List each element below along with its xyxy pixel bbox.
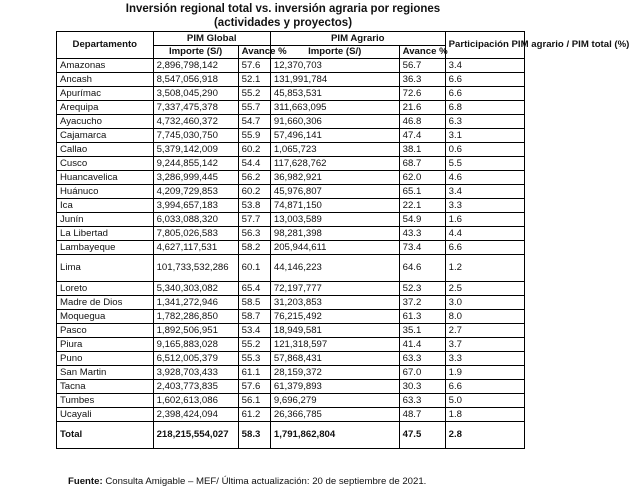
global-avance-cell: 55.2 bbox=[238, 338, 270, 352]
agrario-avance-cell: 63.3 bbox=[399, 352, 445, 366]
table-row bbox=[57, 255, 525, 282]
agrario-importe-cell: 1,065,723 bbox=[270, 143, 399, 157]
agrario-importe-cell: 12,370,703 bbox=[270, 59, 399, 73]
table-row bbox=[57, 115, 525, 129]
participacion-cell: 3.3 bbox=[445, 352, 524, 366]
global-avance-cell: 58.2 bbox=[238, 241, 270, 255]
department-cell: Tacna bbox=[57, 380, 154, 394]
global-importe-cell: 2,896,798,142 bbox=[153, 59, 238, 73]
header-departamento: Departamento bbox=[57, 32, 154, 59]
agrario-importe-cell: 117,628,762 bbox=[270, 157, 399, 171]
global-avance-cell: 55.2 bbox=[238, 87, 270, 101]
participacion-cell: 6.6 bbox=[445, 73, 524, 87]
department-cell: Cusco bbox=[57, 157, 154, 171]
agrario-avance-cell: 73.4 bbox=[399, 241, 445, 255]
agrario-avance-cell: 56.7 bbox=[399, 59, 445, 73]
table-row bbox=[57, 87, 525, 101]
agrario-avance-cell: 30.3 bbox=[399, 380, 445, 394]
total-global-importe: 218,215,554,027 bbox=[153, 422, 238, 449]
table-row bbox=[57, 310, 525, 324]
participacion-cell: 4.4 bbox=[445, 227, 524, 241]
participacion-cell: 6.8 bbox=[445, 101, 524, 115]
participacion-cell: 3.3 bbox=[445, 199, 524, 213]
agrario-importe-cell: 57,868,431 bbox=[270, 352, 399, 366]
agrario-avance-cell: 21.6 bbox=[399, 101, 445, 115]
investment-table bbox=[56, 31, 629, 449]
global-importe-cell: 101,733,532,286 bbox=[153, 255, 238, 282]
agrario-avance-cell: 61.3 bbox=[399, 310, 445, 324]
participacion-cell: 1.9 bbox=[445, 366, 524, 380]
department-cell: Madre de Dios bbox=[57, 296, 154, 310]
agrario-importe-cell: 44,146,223 bbox=[270, 255, 399, 282]
header-participacion: Participación PIM agrario / PIM total (%) bbox=[445, 32, 524, 59]
header-importe-agrario: Importe (S/) bbox=[270, 46, 399, 59]
global-avance-cell: 55.3 bbox=[238, 352, 270, 366]
agrario-importe-cell: 131,991,784 bbox=[270, 73, 399, 87]
header-pim-agrario: PIM Agrario bbox=[270, 32, 445, 46]
agrario-importe-cell: 91,660,306 bbox=[270, 115, 399, 129]
participacion-cell: 3.1 bbox=[445, 129, 524, 143]
global-importe-cell: 3,508,045,290 bbox=[153, 87, 238, 101]
department-cell: Ucayali bbox=[57, 408, 154, 422]
table-row bbox=[57, 366, 525, 380]
participacion-cell: 6.6 bbox=[445, 380, 524, 394]
header-avance-agrario: Avance % bbox=[399, 46, 445, 59]
agrario-avance-cell: 48.7 bbox=[399, 408, 445, 422]
table-row bbox=[57, 352, 525, 366]
agrario-avance-cell: 22.1 bbox=[399, 199, 445, 213]
total-participacion: 2.8 bbox=[445, 422, 524, 449]
header-avance-global: Avance % bbox=[238, 46, 270, 59]
title-line-2: (actividades y proyectos) bbox=[213, 17, 353, 29]
agrario-importe-cell: 74,871,150 bbox=[270, 199, 399, 213]
global-avance-cell: 60.2 bbox=[238, 143, 270, 157]
total-agrario-importe: 1,791,862,804 bbox=[270, 422, 399, 449]
department-cell: Amazonas bbox=[57, 59, 154, 73]
department-cell: Lima bbox=[57, 255, 154, 282]
global-importe-cell: 1,602,613,086 bbox=[153, 394, 238, 408]
table-row bbox=[57, 101, 525, 115]
total-agrario-avance: 47.5 bbox=[399, 422, 445, 449]
department-cell: Loreto bbox=[57, 282, 154, 296]
global-importe-cell: 3,286,999,445 bbox=[153, 171, 238, 185]
table-row bbox=[57, 199, 525, 213]
global-avance-cell: 57.7 bbox=[238, 213, 270, 227]
table-row bbox=[57, 296, 525, 310]
agrario-avance-cell: 63.3 bbox=[399, 394, 445, 408]
global-avance-cell: 57.6 bbox=[238, 59, 270, 73]
participacion-cell: 8.0 bbox=[445, 310, 524, 324]
global-importe-cell: 4,209,729,853 bbox=[153, 185, 238, 199]
agrario-avance-cell: 47.4 bbox=[399, 129, 445, 143]
agrario-importe-cell: 205,944,611 bbox=[270, 241, 399, 255]
global-importe-cell: 9,244,855,142 bbox=[153, 157, 238, 171]
agrario-avance-cell: 54.9 bbox=[399, 213, 445, 227]
department-cell: La Libertad bbox=[57, 227, 154, 241]
global-importe-cell: 1,782,286,850 bbox=[153, 310, 238, 324]
global-importe-cell: 6,033,088,320 bbox=[153, 213, 238, 227]
department-cell: Cajamarca bbox=[57, 129, 154, 143]
global-importe-cell: 1,892,506,951 bbox=[153, 324, 238, 338]
table-row bbox=[57, 171, 525, 185]
participacion-cell: 0.6 bbox=[445, 143, 524, 157]
agrario-importe-cell: 45,976,807 bbox=[270, 185, 399, 199]
participacion-cell: 3.4 bbox=[445, 59, 524, 73]
department-cell: Ancash bbox=[57, 73, 154, 87]
global-avance-cell: 53.8 bbox=[238, 199, 270, 213]
table-row bbox=[57, 157, 525, 171]
table-row bbox=[57, 408, 525, 422]
global-avance-cell: 52.1 bbox=[238, 73, 270, 87]
agrario-importe-cell: 61,379,893 bbox=[270, 380, 399, 394]
agrario-importe-cell: 31,203,853 bbox=[270, 296, 399, 310]
global-importe-cell: 5,379,142,009 bbox=[153, 143, 238, 157]
participacion-cell: 2.5 bbox=[445, 282, 524, 296]
participacion-cell: 3.0 bbox=[445, 296, 524, 310]
agrario-avance-cell: 65.1 bbox=[399, 185, 445, 199]
total-global-avance: 58.3 bbox=[238, 422, 270, 449]
global-importe-cell: 2,398,424,094 bbox=[153, 408, 238, 422]
agrario-importe-cell: 36,982,921 bbox=[270, 171, 399, 185]
agrario-avance-cell: 41.4 bbox=[399, 338, 445, 352]
department-cell: Tumbes bbox=[57, 394, 154, 408]
participacion-cell: 6.6 bbox=[445, 87, 524, 101]
global-avance-cell: 55.7 bbox=[238, 101, 270, 115]
table-row bbox=[57, 241, 525, 255]
global-avance-cell: 58.5 bbox=[238, 296, 270, 310]
agrario-importe-cell: 18,949,581 bbox=[270, 324, 399, 338]
total-label: Total bbox=[57, 422, 154, 449]
participacion-cell: 6.6 bbox=[445, 241, 524, 255]
table-row bbox=[57, 380, 525, 394]
agrario-avance-cell: 36.3 bbox=[399, 73, 445, 87]
header-pim-global: PIM Global bbox=[153, 32, 270, 46]
global-importe-cell: 1,341,272,946 bbox=[153, 296, 238, 310]
department-cell: Moquegua bbox=[57, 310, 154, 324]
global-avance-cell: 65.4 bbox=[238, 282, 270, 296]
department-cell: Arequipa bbox=[57, 101, 154, 115]
agrario-importe-cell: 76,215,492 bbox=[270, 310, 399, 324]
agrario-avance-cell: 52.3 bbox=[399, 282, 445, 296]
agrario-importe-cell: 98,281,398 bbox=[270, 227, 399, 241]
table-body bbox=[57, 59, 525, 422]
global-importe-cell: 6,512,005,379 bbox=[153, 352, 238, 366]
total-row bbox=[57, 422, 525, 449]
global-importe-cell: 2,403,773,835 bbox=[153, 380, 238, 394]
global-importe-cell: 3,928,703,433 bbox=[153, 366, 238, 380]
table-row bbox=[57, 394, 525, 408]
department-cell: Ica bbox=[57, 199, 154, 213]
participacion-cell: 6.3 bbox=[445, 115, 524, 129]
document-title bbox=[0, 0, 566, 30]
global-importe-cell: 4,627,117,531 bbox=[153, 241, 238, 255]
agrario-avance-cell: 37.2 bbox=[399, 296, 445, 310]
global-avance-cell: 55.9 bbox=[238, 129, 270, 143]
title-line-1: Inversión regional total vs. inversión agraria por regiones bbox=[125, 3, 441, 15]
agrario-importe-cell: 121,318,597 bbox=[270, 338, 399, 352]
participacion-cell: 5.0 bbox=[445, 394, 524, 408]
table-row bbox=[57, 143, 525, 157]
global-importe-cell: 7,337,475,378 bbox=[153, 101, 238, 115]
global-importe-cell: 9,165,883,028 bbox=[153, 338, 238, 352]
table-row bbox=[57, 282, 525, 296]
agrario-importe-cell: 28,159,372 bbox=[270, 366, 399, 380]
agrario-importe-cell: 72,197,777 bbox=[270, 282, 399, 296]
agrario-avance-cell: 43.3 bbox=[399, 227, 445, 241]
participacion-cell: 5.5 bbox=[445, 157, 524, 171]
global-importe-cell: 3,994,657,183 bbox=[153, 199, 238, 213]
table-row bbox=[57, 324, 525, 338]
global-avance-cell: 54.7 bbox=[238, 115, 270, 129]
department-cell: Huancavelica bbox=[57, 171, 154, 185]
agrario-importe-cell: 26,366,785 bbox=[270, 408, 399, 422]
global-avance-cell: 60.2 bbox=[238, 185, 270, 199]
global-avance-cell: 53.4 bbox=[238, 324, 270, 338]
agrario-importe-cell: 57,496,141 bbox=[270, 129, 399, 143]
global-avance-cell: 54.4 bbox=[238, 157, 270, 171]
agrario-avance-cell: 72.6 bbox=[399, 87, 445, 101]
department-cell: San Martin bbox=[57, 366, 154, 380]
participacion-cell: 1.8 bbox=[445, 408, 524, 422]
department-cell: Ayacucho bbox=[57, 115, 154, 129]
department-cell: Piura bbox=[57, 338, 154, 352]
global-importe-cell: 5,340,303,082 bbox=[153, 282, 238, 296]
global-avance-cell: 56.2 bbox=[238, 171, 270, 185]
participacion-cell: 3.4 bbox=[445, 185, 524, 199]
department-cell: Puno bbox=[57, 352, 154, 366]
global-avance-cell: 57.6 bbox=[238, 380, 270, 394]
global-avance-cell: 61.1 bbox=[238, 366, 270, 380]
table-row bbox=[57, 129, 525, 143]
agrario-importe-cell: 9,696,279 bbox=[270, 394, 399, 408]
department-cell: Junín bbox=[57, 213, 154, 227]
table-row bbox=[57, 185, 525, 199]
participacion-cell: 2.7 bbox=[445, 324, 524, 338]
agrario-avance-cell: 62.0 bbox=[399, 171, 445, 185]
agrario-avance-cell: 67.0 bbox=[399, 366, 445, 380]
global-importe-cell: 7,745,030,750 bbox=[153, 129, 238, 143]
agrario-importe-cell: 311,663,095 bbox=[270, 101, 399, 115]
global-importe-cell: 8,547,056,918 bbox=[153, 73, 238, 87]
agrario-importe-cell: 13,003,589 bbox=[270, 213, 399, 227]
header-importe-global: Importe (S/) bbox=[153, 46, 238, 59]
table-row bbox=[57, 73, 525, 87]
global-avance-cell: 56.1 bbox=[238, 394, 270, 408]
footnote-label: Fuente: bbox=[68, 476, 103, 487]
agrario-avance-cell: 35.1 bbox=[399, 324, 445, 338]
agrario-avance-cell: 38.1 bbox=[399, 143, 445, 157]
department-cell: Lambayeque bbox=[57, 241, 154, 255]
participacion-cell: 1.2 bbox=[445, 255, 524, 282]
department-cell: Pasco bbox=[57, 324, 154, 338]
table-row bbox=[57, 338, 525, 352]
department-cell: Apurímac bbox=[57, 87, 154, 101]
department-cell: Callao bbox=[57, 143, 154, 157]
global-avance-cell: 60.1 bbox=[238, 255, 270, 282]
participacion-cell: 1.6 bbox=[445, 213, 524, 227]
agrario-importe-cell: 45,853,531 bbox=[270, 87, 399, 101]
global-importe-cell: 7,805,026,583 bbox=[153, 227, 238, 241]
global-importe-cell: 4,732,460,372 bbox=[153, 115, 238, 129]
participacion-cell: 3.7 bbox=[445, 338, 524, 352]
footnote-text: Consulta Amigable – MEF/ Última actualización: 20 de septiembre de 2021. bbox=[102, 476, 427, 487]
source-footnote bbox=[68, 476, 426, 487]
table-row bbox=[57, 213, 525, 227]
agrario-avance-cell: 64.6 bbox=[399, 255, 445, 282]
table-row bbox=[57, 59, 525, 73]
agrario-avance-cell: 46.8 bbox=[399, 115, 445, 129]
global-avance-cell: 61.2 bbox=[238, 408, 270, 422]
participacion-cell: 4.6 bbox=[445, 171, 524, 185]
global-avance-cell: 58.7 bbox=[238, 310, 270, 324]
global-avance-cell: 56.3 bbox=[238, 227, 270, 241]
table-row bbox=[57, 227, 525, 241]
agrario-avance-cell: 68.7 bbox=[399, 157, 445, 171]
department-cell: Huánuco bbox=[57, 185, 154, 199]
